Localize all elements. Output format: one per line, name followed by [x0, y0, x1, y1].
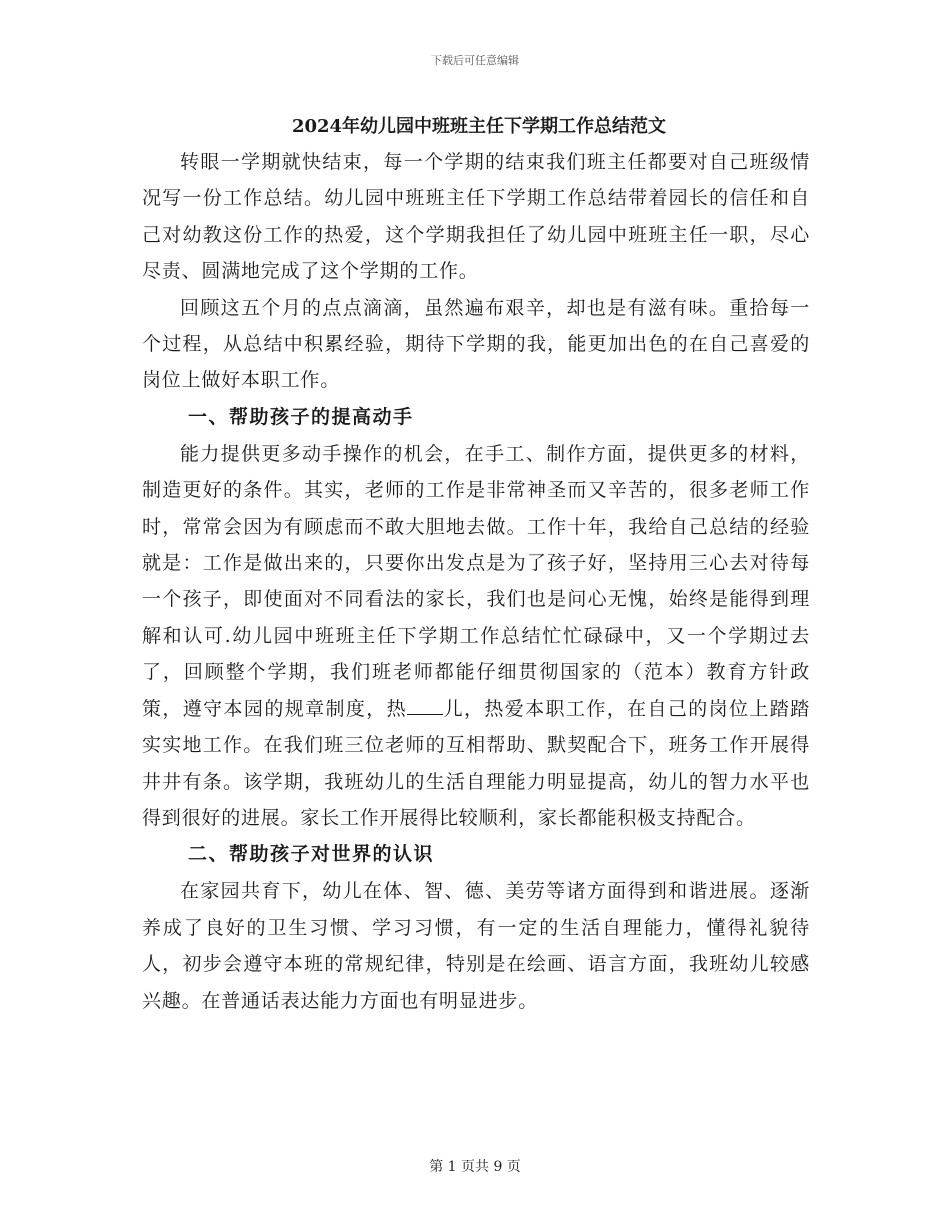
intro-paragraph-1: 转眼一学期就快结束，每一个学期的结束我们班主任都要对自己班级情况写一份工作总结。幼儿园中班班主任下学期工作总结带着园长的信任和自己对幼教这份工作的热爱，这个学期我担任了幼儿园中班班主任一职，尽心尽责、圆满地完成了这个学期的工作。	[142, 151, 810, 283]
section-1-text-b: 儿，热爱本职工作，在自己的岗位上踏踏实实地工作。在我们班三位老师的互相帮助、默契配合下，班务工作开展得井井有条。该学期，我班幼儿的生活自理能力明显提高，幼儿的智力水平也得到很好的进展。家长工作开展得比较顺利，家长都能积极支持配合。	[142, 697, 810, 829]
document-body	[142, 112, 810, 1019]
page-number-footer: 第 1 页共 9 页	[429, 1159, 521, 1175]
section-1-text-a: 能力提供更多动手操作的机会，在手工、制作方面，提供更多的材料，制造更好的条件。其实，老师的工作是非常神圣而又辛苦的，很多老师工作时，常常会因为有顾虑而不敢大胆地去做。工作十年，我给自己总结的经验就是：工作是做出来的，只要你出发点是为了孩子好，坚持用三心去对待每一个孩子，即使面对不同看法的家长，我们也是问心无愧，始终是能得到理解和认可.幼儿园中班班主任下学期工作总结忙忙碌碌中，又一个学期过去了，回顾整个学期，我们班老师都能仔细贯彻国家的（范本）教育方针政策，遵守本园的规章制度，热	[142, 442, 810, 720]
document-title: 2024年幼儿园中班班主任下学期工作总结范文	[291, 116, 667, 137]
section-2-heading: 二、帮助孩子对世界的认识	[188, 843, 435, 866]
fill-in-blank	[407, 698, 443, 715]
page-header-note: 下载后可任意编辑	[431, 54, 519, 67]
section-1-heading: 一、帮助孩子的提高动手	[188, 405, 414, 428]
section-1-paragraph	[142, 436, 810, 836]
section-2-paragraph: 在家园共育下，幼儿在体、智、德、美劳等诸方面得到和谐进展。逐渐养成了良好的卫生习惯、学习习惯，有一定的生活自理能力，懂得礼貌待人，初步会遵守本班的常规纪律，特别是在绘画、语言方面，我班幼儿较感兴趣。在普通话表达能力方面也有明显进步。	[142, 880, 810, 1012]
intro-paragraph-2: 回顾这五个月的点点滴滴，虽然遍布艰辛，却也是有滋有味。重拾每一个过程，从总结中积累经验，期待下学期的我，能更加出色的在自己喜爱的岗位上做好本职工作。	[142, 296, 810, 392]
